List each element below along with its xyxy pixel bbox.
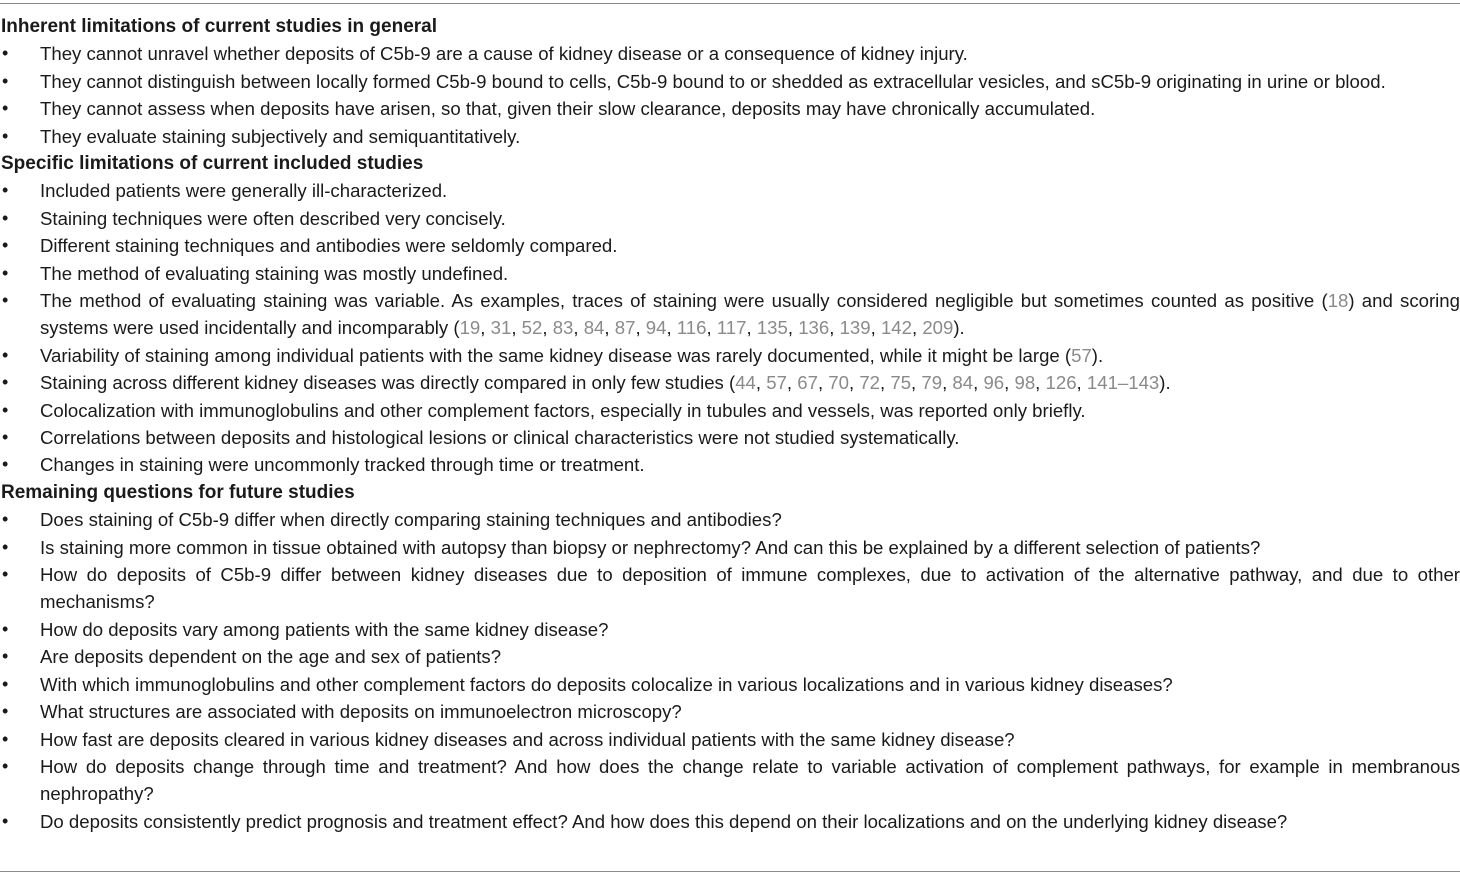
- text-fragment: ,: [755, 372, 767, 394]
- text-fragment: ,: [1035, 372, 1046, 394]
- reference-link[interactable]: 141–143: [1086, 372, 1160, 394]
- text-fragment: ,: [1004, 372, 1015, 394]
- list-item: [0, 808, 1460, 835]
- list-item: [0, 287, 1460, 342]
- list-item-text: Are deposits dependent on the age and sex of patients?: [40, 646, 502, 668]
- bullet-icon: •: [2, 180, 9, 201]
- text-fragment: ,: [870, 317, 881, 339]
- text-fragment: ,: [511, 317, 522, 339]
- list-item: [0, 616, 1460, 643]
- text-fragment: ,: [573, 317, 584, 339]
- list-item-text: The method of evaluating staining was mostly undefined.: [40, 262, 509, 284]
- bullet-icon: •: [2, 235, 9, 256]
- list-item-text: With which immunoglobulins and other complement factors do deposits colocalize in various localizations and in various kidney diseases?: [40, 673, 1173, 695]
- reference-link[interactable]: 83: [552, 317, 574, 339]
- section-title: Remaining questions for future studies: [1, 481, 355, 503]
- reference-link[interactable]: 18: [1327, 290, 1349, 312]
- reference-link[interactable]: 84: [583, 317, 605, 339]
- list-item-text: They evaluate staining subjectively and semiquantitatively.: [40, 125, 521, 147]
- reference-link[interactable]: 136: [798, 317, 830, 339]
- reference-link[interactable]: 98: [1014, 372, 1036, 394]
- list-item-text: They cannot unravel whether deposits of C5b-9 are a cause of kidney disease or a consequence of kidney injury.: [40, 43, 968, 65]
- bullet-icon: •: [2, 509, 9, 530]
- text-fragment: ,: [480, 317, 491, 339]
- reference-link[interactable]: 70: [828, 372, 849, 394]
- list-item: [0, 451, 1460, 478]
- list-item-text: Correlations between deposits and histological lesions or clinical characteristics were not studied systematically.: [40, 427, 960, 449]
- bullet-icon: •: [2, 701, 9, 722]
- text-fragment: ,: [848, 372, 860, 394]
- list-item-text: They cannot assess when deposits have arisen, so that, given their slow clearance, deposits may have chronically accumulated.: [40, 98, 1096, 120]
- text-fragment: ).: [953, 317, 965, 339]
- list-item: [0, 205, 1460, 232]
- list-item-text: [40, 345, 1103, 366]
- text-fragment: ,: [542, 317, 553, 339]
- section-title: Inherent limitations of current studies in general: [1, 16, 438, 37]
- section-title: Specific limitations of current included studies: [1, 153, 424, 175]
- reference-link[interactable]: 79: [921, 372, 943, 394]
- text-fragment: ).: [1091, 344, 1104, 366]
- limitations-table: [0, 13, 1460, 835]
- reference-link[interactable]: 126: [1045, 372, 1077, 394]
- reference-link[interactable]: 57: [1071, 344, 1092, 366]
- bullet-icon: •: [2, 728, 9, 749]
- list-item-text: [40, 372, 1171, 393]
- bullet-icon: •: [2, 98, 9, 119]
- reference-link[interactable]: 116: [676, 317, 707, 339]
- list-item-text: What structures are associated with deposits on immunoelectron microscopy?: [40, 701, 682, 723]
- list-item: [0, 177, 1460, 204]
- bullet-icon: •: [2, 454, 9, 475]
- list-item-text: Does staining of C5b-9 differ when directly comparing staining techniques and antibodies?: [40, 509, 782, 531]
- list-item: [0, 68, 1460, 95]
- list-item: [0, 397, 1460, 424]
- list-item-text: Staining techniques were often described very concisely.: [40, 207, 506, 229]
- list-item-text: How do deposits change through time and treatment? And how does the change relate to variable activation of complement pathways, for example in membranous nephropathy?: [40, 755, 1460, 805]
- list-item-text: [40, 290, 1460, 338]
- text-fragment: ,: [942, 372, 953, 394]
- list-item: [0, 561, 1460, 616]
- bullet-icon: •: [2, 536, 9, 557]
- list-item-text: How do deposits of C5b-9 differ between kidney diseases due to deposition of immune complexes, due to activation of the alternative pathway, and due to other mechanisms?: [40, 564, 1460, 613]
- list-item-text: They cannot distinguish between locally formed C5b-9 bound to cells, C5b-9 bound to or shedded as extracellular vesicles, and sC5b-9 originating in urine or blood.: [40, 70, 1386, 92]
- reference-link[interactable]: 19: [459, 317, 481, 339]
- bullet-icon: •: [2, 618, 9, 639]
- reference-link[interactable]: 117: [716, 317, 747, 339]
- reference-link[interactable]: 87: [614, 317, 636, 339]
- reference-link[interactable]: 67: [797, 372, 818, 394]
- bullet-icon: •: [2, 70, 9, 91]
- text-fragment: ,: [911, 372, 922, 394]
- bullet-icon: •: [2, 646, 9, 667]
- text-fragment: Variability of staining among individual patients with the same kidney disease was rarely documented, while it might be large (: [40, 344, 1072, 366]
- bullet-icon: •: [2, 372, 9, 393]
- reference-link[interactable]: 142: [880, 317, 912, 339]
- list-item-text: Do deposits consistently predict prognosis and treatment effect? And how does this depend on their localizations and on the underlying kidney disease?: [40, 810, 1288, 832]
- list-item-text: Different staining techniques and antibodies were seldomly compared.: [40, 235, 618, 257]
- reference-link[interactable]: 135: [756, 317, 788, 339]
- list-item: [0, 506, 1460, 533]
- list-item-text: Is staining more common in tissue obtained with autopsy than biopsy or nephrectomy? And can this be explained by a different selection of patients?: [40, 536, 1261, 558]
- list-item: [0, 40, 1460, 67]
- reference-link[interactable]: 75: [890, 372, 912, 394]
- list-item-text: Colocalization with immunoglobulins and other complement factors, especially in tubules and vessels, was reported only briefly.: [40, 399, 1086, 421]
- text-fragment: ,: [746, 317, 757, 339]
- bullet-icon: •: [2, 673, 9, 694]
- reference-link[interactable]: 31: [490, 317, 512, 339]
- list-item: [0, 369, 1460, 396]
- bullet-icon: •: [2, 344, 9, 365]
- bullet-icon: •: [2, 290, 9, 311]
- list-item: [0, 424, 1460, 451]
- list-item: [0, 232, 1460, 259]
- list-item: [0, 671, 1460, 698]
- bullet-icon: •: [2, 399, 9, 420]
- text-fragment: ).: [1159, 372, 1171, 394]
- reference-link[interactable]: 52: [521, 317, 543, 339]
- reference-link[interactable]: 139: [839, 317, 871, 339]
- text-fragment: ,: [973, 372, 984, 394]
- reference-link[interactable]: 84: [952, 372, 974, 394]
- text-fragment: ) and scoring systems were used incidentally and incomparably (: [40, 290, 1460, 339]
- list-item: [0, 698, 1460, 725]
- text-fragment: ,: [911, 317, 923, 339]
- text-fragment: ,: [604, 317, 615, 339]
- text-fragment: Staining across different kidney diseases was directly compared in only few studies (: [40, 372, 736, 394]
- list-item: [0, 726, 1460, 753]
- text-fragment: ,: [1076, 372, 1087, 394]
- text-fragment: ,: [787, 317, 799, 339]
- list-item: [0, 123, 1460, 150]
- text-fragment: ,: [706, 317, 717, 339]
- bullet-icon: •: [2, 755, 9, 776]
- text-fragment: ,: [880, 372, 891, 394]
- list-item: [0, 753, 1460, 808]
- list-item-text: How do deposits vary among patients with the same kidney disease?: [40, 618, 609, 640]
- text-fragment: ,: [817, 372, 829, 394]
- list-item: [0, 342, 1460, 369]
- list-item: [0, 534, 1460, 561]
- list-item-text: Changes in staining were uncommonly tracked through time or treatment.: [40, 454, 645, 476]
- text-fragment: ,: [666, 317, 677, 339]
- table-bottom-rule: [0, 871, 1460, 872]
- bullet-icon: •: [2, 564, 9, 585]
- text-fragment: The method of evaluating staining was variable. As examples, traces of staining were usually considered negligible but sometimes counted as positive (: [40, 290, 1328, 312]
- list-item: [0, 95, 1460, 122]
- bullet-icon: •: [2, 125, 9, 146]
- bullet-icon: •: [2, 262, 9, 283]
- bullet-icon: •: [2, 43, 9, 64]
- list-item: [0, 260, 1460, 287]
- reference-link[interactable]: 96: [983, 372, 1005, 394]
- list-item-text: Included patients were generally ill-characterized.: [40, 180, 448, 202]
- list-item-text: How fast are deposits cleared in various kidney diseases and across individual patients with the same kidney disease?: [40, 728, 1015, 750]
- table-top-rule: [0, 3, 1460, 4]
- bullet-icon: •: [2, 810, 9, 831]
- text-fragment: ,: [829, 317, 840, 339]
- bullet-icon: •: [2, 427, 9, 448]
- text-fragment: ,: [786, 372, 798, 394]
- text-fragment: ,: [635, 317, 646, 339]
- reference-link[interactable]: 57: [766, 372, 787, 394]
- reference-link[interactable]: 44: [735, 372, 756, 394]
- bullet-icon: •: [2, 207, 9, 228]
- reference-link[interactable]: 72: [859, 372, 881, 394]
- list-item: [0, 643, 1460, 670]
- reference-link[interactable]: 94: [645, 317, 667, 339]
- reference-link[interactable]: 209: [922, 317, 954, 339]
